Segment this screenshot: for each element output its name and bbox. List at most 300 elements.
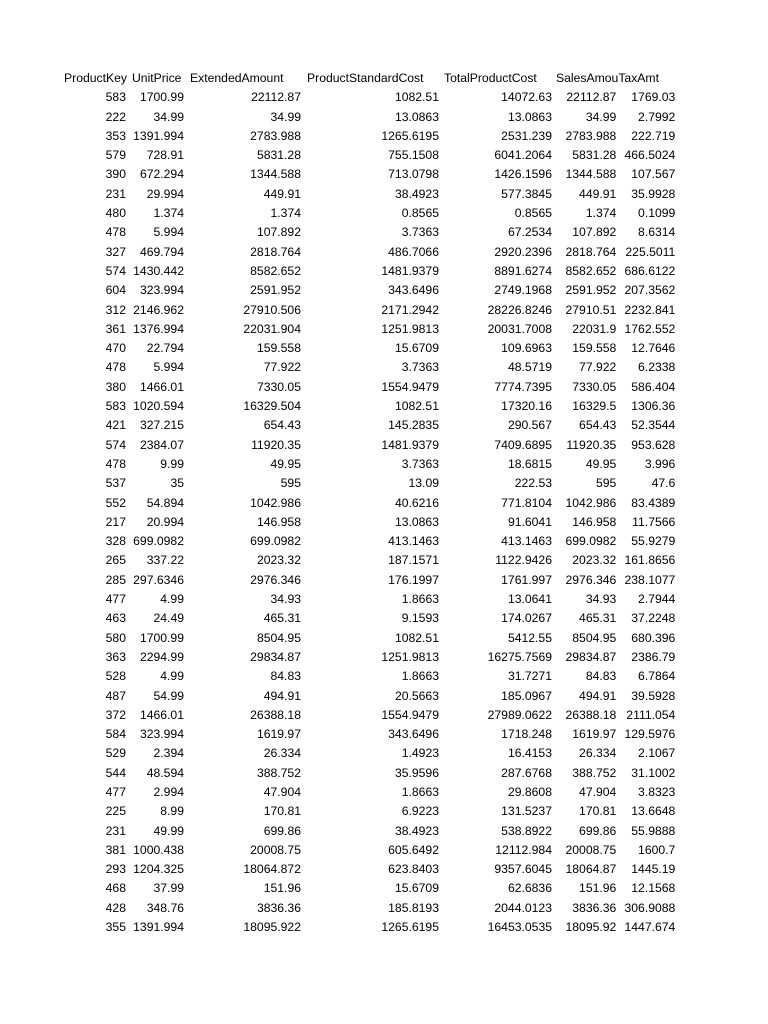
cell-totalproductcost: 16.4153 [507, 746, 552, 761]
table-row [0, 204, 677, 223]
cell-unitprice: 4.99 [160, 592, 184, 607]
cell-extendedamount: 34.99 [270, 109, 301, 124]
cell-unitprice: 34.99 [153, 109, 184, 124]
cell-salesamount: 47.904 [579, 784, 617, 799]
cell-productkey: 478 [105, 456, 126, 471]
table-row [0, 339, 677, 358]
cell-productstandardcost: 6.9223 [401, 804, 439, 819]
cell-productkey: 328 [105, 534, 126, 549]
cell-salesamount: 449.91 [579, 186, 617, 201]
cell-taxamt: 222.719 [631, 128, 676, 143]
cell-productkey: 480 [105, 206, 126, 221]
table-row [0, 551, 677, 570]
cell-unitprice: 49.99 [153, 823, 184, 838]
cell-salesamount: 7330.05 [572, 379, 617, 394]
cell-taxamt: 2386.79 [631, 649, 676, 664]
cell-productkey: 470 [105, 341, 126, 356]
cell-productkey: 421 [105, 418, 126, 433]
cell-taxamt: 107.567 [631, 167, 676, 182]
cell-extendedamount: 1344.588 [250, 167, 301, 182]
cell-salesamount: 159.558 [572, 341, 617, 356]
cell-extendedamount: 2818.764 [250, 244, 301, 259]
cell-productstandardcost: 343.6496 [388, 283, 439, 298]
table-row [0, 822, 677, 841]
cell-extendedamount: 22112.87 [251, 90, 301, 105]
cell-unitprice: 2.994 [153, 784, 184, 799]
cell-totalproductcost: 6041.2064 [494, 148, 552, 163]
cell-totalproductcost: 27989.0622 [487, 707, 552, 722]
cell-extendedamount: 29834.87 [250, 649, 301, 664]
cell-salesamount: 2818.764 [565, 244, 617, 259]
cell-taxamt: 13.6648 [631, 804, 676, 819]
cell-taxamt: 306.9088 [624, 900, 676, 915]
cell-productkey: 579 [105, 148, 126, 163]
cell-salesamount: 5831.28 [572, 148, 617, 163]
cell-totalproductcost: 538.8922 [501, 823, 552, 838]
cell-productstandardcost: 1.8663 [401, 669, 439, 684]
cell-productkey: 231 [105, 823, 126, 838]
cell-unitprice: 337.22 [146, 553, 184, 568]
table-row [0, 281, 677, 300]
cell-unitprice: 1204.325 [133, 862, 184, 877]
cell-taxamt: 3.8323 [638, 784, 676, 799]
cell-unitprice: 2294.99 [139, 649, 184, 664]
cell-unitprice: 54.99 [153, 688, 184, 703]
cell-productkey: 381 [105, 842, 126, 857]
cell-taxamt: 31.1002 [631, 765, 676, 780]
table-row [0, 223, 677, 242]
cell-productstandardcost: 713.0798 [388, 167, 439, 182]
cell-unitprice: 1391.994 [133, 128, 184, 143]
cell-extendedamount: 699.86 [263, 823, 301, 838]
table-row [0, 455, 677, 474]
cell-unitprice: 672.294 [139, 167, 184, 182]
cell-extendedamount: 159.558 [256, 341, 301, 356]
cell-totalproductcost: 2920.2396 [494, 244, 552, 259]
cell-salesamount: 22112.87 [566, 90, 617, 105]
cell-totalproductcost: 18.6815 [507, 456, 552, 471]
cell-productstandardcost: 343.6496 [388, 727, 439, 742]
cell-unitprice: 1466.01 [139, 707, 184, 722]
cell-unitprice: 5.994 [153, 360, 184, 375]
cell-salesamount: 1042.986 [565, 495, 617, 510]
table-row [0, 185, 677, 204]
cell-unitprice: 1700.99 [139, 90, 184, 105]
cell-salesamount: 107.892 [572, 225, 617, 240]
cell-productstandardcost: 3.7363 [401, 456, 439, 471]
header-totalproductcost: TotalProductCost [444, 71, 537, 85]
cell-productkey: 231 [105, 186, 126, 201]
cell-salesamount: 388.752 [572, 765, 617, 780]
cell-productstandardcost: 176.1997 [388, 572, 439, 587]
cell-salesamount: 151.96 [579, 881, 617, 896]
cell-productkey: 544 [105, 765, 126, 780]
cell-productstandardcost: 413.1463 [388, 534, 439, 549]
table-row [0, 243, 677, 262]
cell-totalproductcost: 13.0863 [507, 109, 552, 124]
table-row [0, 744, 677, 763]
cell-productstandardcost: 1251.9813 [381, 321, 439, 336]
table-row [0, 165, 677, 184]
cell-productkey: 312 [105, 302, 126, 317]
table-row [0, 378, 677, 397]
cell-taxamt: 2.1067 [638, 746, 676, 761]
cell-totalproductcost: 29.8608 [507, 784, 552, 799]
cell-productstandardcost: 145.2835 [388, 418, 439, 433]
cell-totalproductcost: 131.5237 [501, 804, 552, 819]
cell-salesamount: 2023.32 [572, 553, 617, 568]
cell-salesamount: 77.922 [579, 360, 617, 375]
cell-taxamt: 1447.674 [624, 920, 676, 935]
cell-taxamt: 1600.7 [638, 842, 676, 857]
cell-totalproductcost: 290.567 [507, 418, 552, 433]
header-row [0, 69, 677, 88]
table-row [0, 609, 677, 628]
cell-salesamount: 2783.988 [565, 128, 617, 143]
cell-extendedamount: 449.91 [263, 186, 301, 201]
cell-totalproductcost: 62.6836 [507, 881, 552, 896]
cell-salesamount: 84.83 [585, 669, 617, 684]
cell-productkey: 583 [105, 90, 126, 105]
cell-totalproductcost: 17320.16 [501, 399, 552, 414]
cell-totalproductcost: 222.53 [514, 476, 552, 491]
cell-extendedamount: 11920.35 [251, 437, 301, 452]
cell-productstandardcost: 486.7066 [388, 244, 439, 259]
cell-productstandardcost: 13.0863 [394, 109, 439, 124]
cell-extendedamount: 1.374 [270, 206, 301, 221]
cell-productstandardcost: 623.8403 [388, 862, 439, 877]
cell-totalproductcost: 7774.7395 [494, 379, 552, 394]
cell-taxamt: 39.5928 [631, 688, 676, 703]
cell-productkey: 537 [105, 476, 126, 491]
cell-totalproductcost: 67.2534 [507, 225, 552, 240]
cell-totalproductcost: 8891.6274 [494, 263, 552, 278]
cell-productstandardcost: 3.7363 [401, 225, 439, 240]
cell-extendedamount: 22031.904 [243, 321, 301, 336]
cell-salesamount: 49.95 [585, 456, 617, 471]
cell-productkey: 293 [105, 862, 126, 877]
cell-taxamt: 1769.03 [631, 90, 676, 105]
cell-productkey: 583 [105, 399, 126, 414]
cell-totalproductcost: 16453.0535 [487, 920, 552, 935]
cell-productkey: 580 [105, 630, 126, 645]
table-row [0, 590, 677, 609]
cell-salesamount: 29834.87 [565, 649, 617, 664]
cell-salesamount: 27910.51 [565, 302, 617, 317]
cell-productkey: 574 [105, 437, 126, 452]
cell-totalproductcost: 14072.63 [501, 90, 552, 105]
cell-extendedamount: 170.81 [263, 804, 301, 819]
cell-salesamount: 18095.92 [565, 920, 617, 935]
cell-productkey: 355 [105, 920, 126, 935]
cell-extendedamount: 77.922 [263, 360, 301, 375]
header-salesamount: SalesAmou [556, 71, 619, 85]
cell-totalproductcost: 413.1463 [501, 534, 552, 549]
cell-totalproductcost: 2749.1968 [494, 283, 552, 298]
cell-unitprice: 348.76 [146, 900, 184, 915]
cell-taxamt: 12.1568 [631, 881, 676, 896]
cell-extendedamount: 595 [280, 476, 301, 491]
cell-salesamount: 1619.97 [572, 727, 617, 742]
cell-salesamount: 3836.36 [572, 900, 617, 915]
cell-totalproductcost: 16275.7569 [487, 649, 552, 664]
cell-extendedamount: 18095.922 [243, 920, 301, 935]
cell-taxamt: 2111.054 [626, 707, 676, 722]
cell-taxamt: 207.3562 [624, 283, 676, 298]
cell-salesamount: 20008.75 [565, 842, 617, 857]
table-row [0, 841, 677, 860]
cell-productstandardcost: 1265.6195 [381, 128, 439, 143]
cell-totalproductcost: 28226.8246 [487, 302, 552, 317]
cell-taxamt: 2.7944 [638, 592, 676, 607]
table-row [0, 802, 677, 821]
table-row [0, 127, 677, 146]
table-row [0, 397, 677, 416]
table-row [0, 629, 677, 648]
cell-extendedamount: 20008.75 [250, 842, 301, 857]
cell-productstandardcost: 1.8663 [401, 784, 439, 799]
cell-productkey: 604 [105, 283, 126, 298]
header-productstandardcost: ProductStandardCost [307, 71, 424, 85]
table-row [0, 571, 677, 590]
cell-totalproductcost: 1718.248 [501, 727, 552, 742]
cell-taxamt: 225.5011 [625, 244, 676, 259]
cell-salesamount: 699.0982 [565, 534, 617, 549]
cell-totalproductcost: 91.6041 [507, 514, 552, 529]
table-row [0, 667, 677, 686]
table-row [0, 301, 677, 320]
cell-totalproductcost: 5412.55 [507, 630, 552, 645]
cell-extendedamount: 3836.36 [256, 900, 301, 915]
cell-totalproductcost: 1426.1596 [494, 167, 552, 182]
cell-productkey: 552 [105, 495, 126, 510]
cell-extendedamount: 151.96 [263, 881, 301, 896]
cell-productkey: 574 [105, 263, 126, 278]
cell-unitprice: 1376.994 [133, 321, 184, 336]
cell-unitprice: 24.49 [153, 611, 184, 626]
cell-extendedamount: 26388.18 [250, 707, 301, 722]
cell-taxamt: 953.628 [631, 437, 676, 452]
cell-extendedamount: 47.904 [263, 784, 301, 799]
cell-productkey: 285 [105, 572, 126, 587]
cell-unitprice: 20.994 [146, 514, 184, 529]
cell-productkey: 380 [105, 379, 126, 394]
cell-unitprice: 297.6346 [133, 572, 184, 587]
cell-productstandardcost: 1554.9479 [381, 707, 439, 722]
table-row [0, 918, 677, 937]
cell-salesamount: 34.93 [585, 592, 617, 607]
cell-productstandardcost: 185.8193 [388, 900, 439, 915]
cell-unitprice: 327.215 [139, 418, 184, 433]
cell-extendedamount: 2591.952 [250, 283, 301, 298]
cell-salesamount: 465.31 [579, 611, 617, 626]
cell-taxamt: 686.6122 [624, 263, 676, 278]
cell-productstandardcost: 1554.9479 [381, 379, 439, 394]
cell-extendedamount: 654.43 [263, 418, 301, 433]
cell-productstandardcost: 1481.9379 [381, 263, 439, 278]
cell-productstandardcost: 1082.51 [394, 399, 439, 414]
cell-productstandardcost: 1.8663 [401, 592, 439, 607]
cell-unitprice: 5.994 [153, 225, 184, 240]
cell-taxamt: 55.9888 [631, 823, 676, 838]
cell-salesamount: 1.374 [585, 206, 617, 221]
table-row [0, 320, 677, 339]
cell-unitprice: 8.99 [160, 804, 184, 819]
table-row [0, 513, 677, 532]
table-row [0, 764, 677, 783]
cell-taxamt: 2.7992 [638, 109, 676, 124]
cell-productstandardcost: 1251.9813 [381, 649, 439, 664]
cell-productkey: 468 [105, 881, 126, 896]
cell-extendedamount: 16329.504 [243, 399, 301, 414]
header-extendedamount: ExtendedAmount [190, 71, 284, 85]
table-row [0, 783, 677, 802]
cell-extendedamount: 107.892 [256, 225, 301, 240]
cell-unitprice: 1020.594 [133, 399, 184, 414]
cell-salesamount: 494.91 [579, 688, 617, 703]
cell-extendedamount: 18064.872 [243, 862, 301, 877]
cell-productkey: 487 [105, 688, 126, 703]
cell-productstandardcost: 9.1593 [401, 611, 439, 626]
cell-salesamount: 2591.952 [565, 283, 617, 298]
cell-unitprice: 1430.442 [133, 263, 184, 278]
cell-productstandardcost: 2171.2942 [381, 302, 439, 317]
cell-unitprice: 1700.99 [139, 630, 184, 645]
cell-unitprice: 2146.962 [133, 302, 184, 317]
cell-salesamount: 654.43 [579, 418, 617, 433]
cell-taxamt: 680.396 [631, 630, 676, 645]
cell-unitprice: 48.594 [146, 765, 184, 780]
cell-productstandardcost: 1265.6195 [381, 920, 439, 935]
cell-productkey: 528 [105, 669, 126, 684]
cell-extendedamount: 26.334 [263, 746, 301, 761]
cell-productstandardcost: 1.4923 [401, 746, 439, 761]
cell-productkey: 428 [105, 900, 126, 915]
cell-salesamount: 1344.588 [565, 167, 617, 182]
cell-extendedamount: 8582.652 [250, 263, 301, 278]
table-row [0, 88, 677, 107]
cell-salesamount: 699.86 [579, 823, 617, 838]
cell-unitprice: 1.374 [153, 206, 184, 221]
cell-productkey: 222 [105, 109, 126, 124]
cell-taxamt: 11.7566 [632, 514, 676, 529]
cell-unitprice: 323.994 [139, 283, 184, 298]
cell-salesamount: 8582.652 [565, 263, 617, 278]
table-row [0, 262, 677, 281]
cell-unitprice: 323.994 [139, 727, 184, 742]
cell-taxamt: 83.4389 [631, 495, 676, 510]
cell-unitprice: 469.794 [139, 244, 184, 259]
cell-unitprice: 2384.07 [139, 437, 184, 452]
table-row [0, 494, 677, 513]
cell-productkey: 217 [105, 514, 126, 529]
cell-productstandardcost: 755.1508 [388, 148, 439, 163]
cell-taxamt: 37.2248 [631, 611, 676, 626]
cell-productstandardcost: 1481.9379 [381, 437, 439, 452]
cell-extendedamount: 8504.95 [256, 630, 301, 645]
cell-productkey: 265 [105, 553, 126, 568]
cell-totalproductcost: 13.0641 [507, 592, 552, 607]
table-row [0, 879, 677, 898]
cell-extendedamount: 1042.986 [250, 495, 301, 510]
cell-salesamount: 26.334 [579, 746, 617, 761]
table-row [0, 725, 677, 744]
cell-productstandardcost: 15.6709 [394, 881, 439, 896]
cell-productstandardcost: 35.9596 [394, 765, 439, 780]
cell-productkey: 361 [105, 321, 126, 336]
cell-salesamount: 146.958 [572, 514, 617, 529]
cell-taxamt: 47.6 [651, 476, 676, 491]
cell-totalproductcost: 1122.9426 [495, 553, 552, 568]
table-row [0, 416, 677, 435]
cell-taxamt: 161.8656 [624, 553, 676, 568]
table-row [0, 532, 677, 551]
cell-productstandardcost: 13.0863 [394, 514, 439, 529]
cell-productstandardcost: 38.4923 [394, 823, 439, 838]
cell-unitprice: 35 [170, 476, 184, 491]
cell-productstandardcost: 40.6216 [394, 495, 439, 510]
table-row [0, 474, 677, 493]
cell-salesamount: 22031.9 [572, 321, 617, 336]
cell-extendedamount: 2783.988 [250, 128, 301, 143]
cell-extendedamount: 2976.346 [250, 572, 301, 587]
cell-taxamt: 129.5976 [624, 727, 676, 742]
cell-productstandardcost: 15.6709 [394, 341, 439, 356]
cell-taxamt: 238.1077 [624, 572, 676, 587]
cell-productkey: 390 [105, 167, 126, 182]
cell-productstandardcost: 0.8565 [401, 206, 439, 221]
cell-unitprice: 37.99 [153, 881, 184, 896]
cell-extendedamount: 7330.05 [256, 379, 301, 394]
table-body [0, 88, 677, 937]
cell-taxamt: 466.5024 [624, 148, 676, 163]
cell-taxamt: 8.6314 [638, 225, 676, 240]
cell-salesamount: 16329.5 [572, 399, 617, 414]
table-row [0, 860, 677, 879]
cell-totalproductcost: 185.0967 [501, 688, 552, 703]
cell-extendedamount: 494.91 [263, 688, 301, 703]
cell-taxamt: 1445.19 [631, 862, 676, 877]
cell-taxamt: 52.3544 [631, 418, 676, 433]
cell-salesamount: 8504.95 [572, 630, 617, 645]
table-row [0, 146, 677, 165]
cell-totalproductcost: 12112.984 [495, 842, 552, 857]
cell-extendedamount: 388.752 [256, 765, 301, 780]
cell-totalproductcost: 2044.0123 [494, 900, 552, 915]
cell-extendedamount: 34.93 [270, 592, 301, 607]
cell-productstandardcost: 3.7363 [401, 360, 439, 375]
cell-productkey: 327 [105, 244, 126, 259]
cell-productstandardcost: 13.09 [408, 476, 439, 491]
cell-extendedamount: 84.83 [270, 669, 301, 684]
header-unitprice: UnitPrice [132, 71, 182, 85]
header-productkey: ProductKey [64, 71, 128, 85]
cell-salesamount: 26388.18 [565, 707, 617, 722]
table-row [0, 687, 677, 706]
cell-taxamt: 35.9928 [631, 186, 676, 201]
cell-unitprice: 2.394 [153, 746, 184, 761]
cell-totalproductcost: 109.6963 [501, 341, 552, 356]
cell-unitprice: 1466.01 [139, 379, 184, 394]
cell-totalproductcost: 287.6768 [501, 765, 552, 780]
cell-productstandardcost: 605.6492 [388, 842, 439, 857]
cell-totalproductcost: 0.8565 [514, 206, 552, 221]
cell-productkey: 353 [105, 128, 126, 143]
table-row [0, 648, 677, 667]
cell-unitprice: 699.0982 [133, 534, 184, 549]
cell-taxamt: 0.1099 [638, 206, 676, 221]
cell-totalproductcost: 20031.7008 [487, 321, 552, 336]
